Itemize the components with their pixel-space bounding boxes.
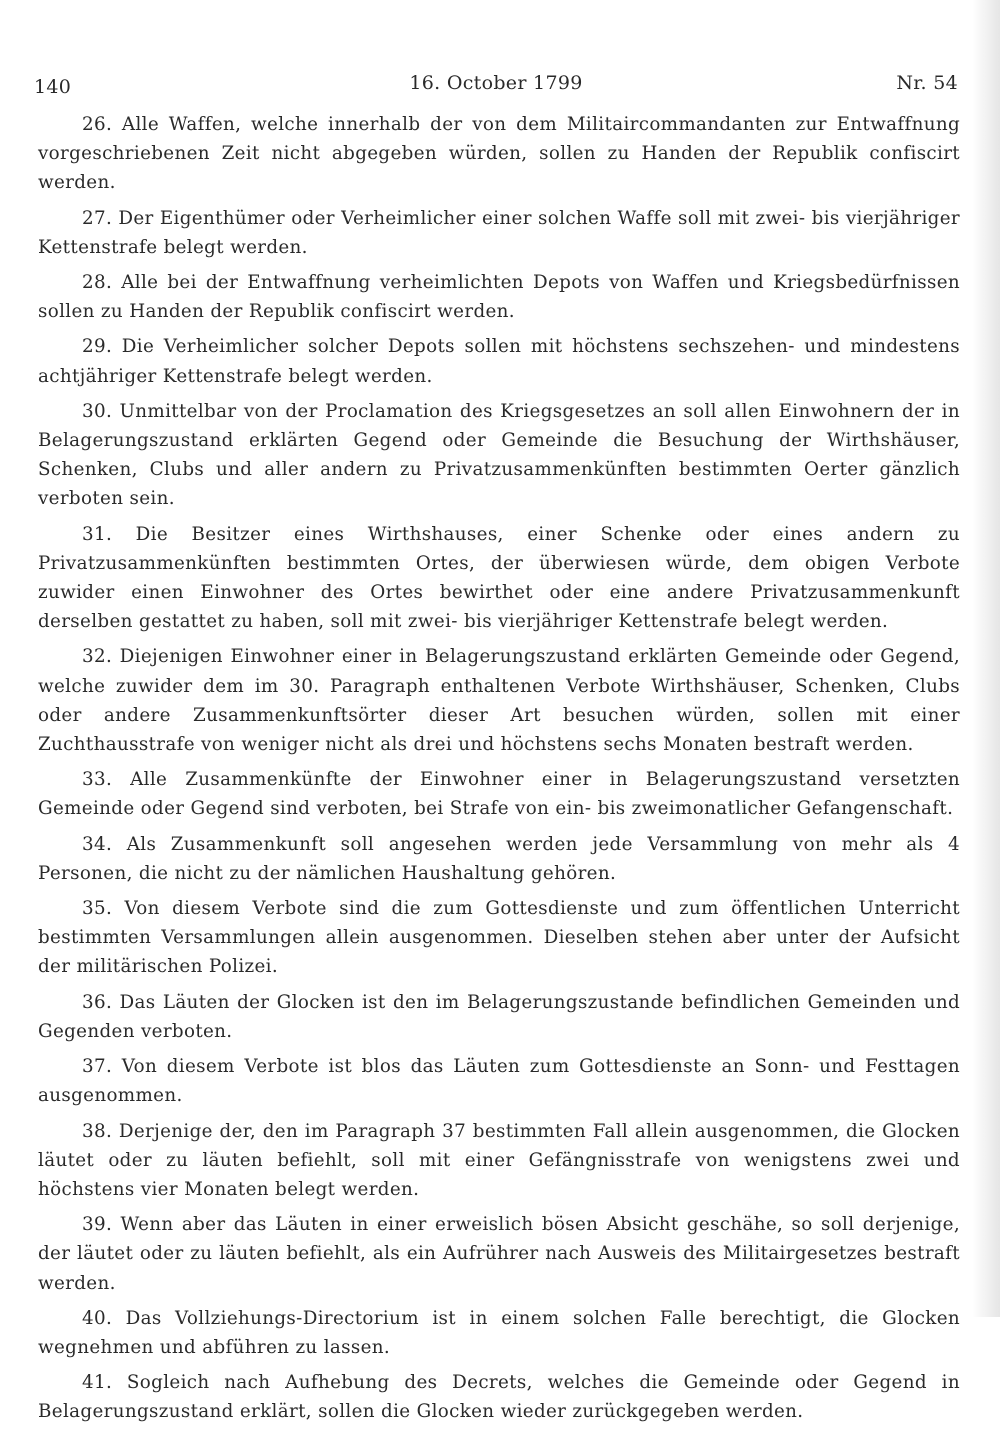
page-header (34, 72, 958, 102)
paragraph-31: 31. Die Besitzer eines Wirthshauses, einer Schenke oder eines andern zu Privatzusammenkünften bestimmten Ortes, der überwiesen würde, dem obigen Verbote zuwider einen Einwohner des Ortes bewirthet oder eine andere Privatzusammenkunft derselben gestattet zu haben, soll mit zwei- bis vierjähriger Kettenstrafe belegt werden. (38, 523, 960, 633)
paragraph-34: 34. Als Zusammenkunft soll angesehen werden jede Versammlung von mehr als 4 Personen, die nicht zu der nämlichen Haushaltung gehören. (38, 833, 960, 884)
paragraph-29: 29. Die Verheimlicher solcher Depots sollen mit höchstens sechszehen- und mindestens achtjähriger Kettenstrafe belegt werden. (38, 336, 960, 387)
paragraph-38: 38. Derjenige der, den im Paragraph 37 bestimmten Fall allein ausgenommen, die Glocken läutet oder zu läuten befiehlt, soll mit einer Gefängnisstrafe von wenigstens zwei und höchstens vier Monaten belegt werden. (38, 1120, 960, 1200)
paragraph-28: 28. Alle bei der Entwaffnung verheimlichten Depots von Waffen und Kriegsbedürfnissen sollen zu Handen der Republik confiscirt werden. (38, 272, 960, 323)
paragraph-27: 27. Der Eigenthümer oder Verheimlicher einer solchen Waffe soll mit zwei- bis vierjähriger Kettenstrafe belegt werden. (38, 207, 960, 258)
paragraph-33: 33. Alle Zusammenkünfte der Einwohner einer in Belagerungszustand versetzten Gemeinde oder Gegend sind verboten, bei Strafe von ein- bis zweimonatlicher Gefangenschaft. (38, 769, 960, 820)
paragraph-36: 36. Das Läuten der Glocken ist den im Belagerungszustande befindlichen Gemeinden und Gegenden verboten. (38, 991, 960, 1042)
document-body (38, 110, 960, 1433)
document-number: Nr. 54 (896, 72, 958, 94)
document-date: 16. October 1799 (409, 72, 583, 94)
paragraph-26: 26. Alle Waffen, welche innerhalb der von dem Militaircommandanten zur Entwaffnung vorgeschriebenen Zeit nicht abgegeben würden, sollen zu Handen der Republik confiscirt werden. (38, 114, 960, 194)
page-number: 140 (34, 76, 72, 98)
paragraph-35: 35. Von diesem Verbote sind die zum Gottesdienste und zum öffentlichen Unterricht bestimmten Versammlungen allein ausgenommen. Dieselben stehen aber unter der Aufsicht der militärischen Polizei. (38, 898, 960, 978)
paragraph-30: 30. Unmittelbar von der Proclamation des Kriegsgesetzes an soll allen Einwohnern der in Belagerungszustand erklärten Gegend oder Gemeinde die Besuchung der Wirthshäuser, Schenken, Clubs und aller andern zu Privatzusammenkünften bestimmten Oerter gänzlich verboten sein. (38, 400, 960, 510)
paragraph-40: 40. Das Vollziehungs-Directorium ist in einem solchen Falle berechtigt, die Glocken wegnehmen und abführen zu lassen. (38, 1307, 960, 1358)
page-edge-shadow (972, 0, 1000, 1317)
paragraph-41: 41. Sogleich nach Aufhebung des Decrets, welches die Gemeinde oder Gegend in Belagerungszustand erklärt, sollen die Glocken wieder zurückgegeben werden. (38, 1372, 960, 1423)
paragraph-37: 37. Von diesem Verbote ist blos das Läuten zum Gottesdienste an Sonn- und Festtagen ausgenommen. (38, 1056, 960, 1107)
paragraph-32: 32. Diejenigen Einwohner einer in Belagerungszustand erklärten Gemeinde oder Gegend, welche zuwider dem im 30. Paragraph enthaltenen Verbote Wirthshäuser, Schenken, Clubs oder andere Zusammenkunftsörter dieser Art besuchen würden, sollen mit einer Zuchthausstrafe von weniger nicht als drei und höchstens sechs Monaten bestraft werden. (38, 646, 960, 756)
paragraph-39: 39. Wenn aber das Läuten in einer erweislich bösen Absicht geschähe, so soll derjenige, der läutet oder zu läuten befiehlt, als ein Aufrührer nach Ausweis des Militairgesetzes bestraft werden. (38, 1214, 960, 1294)
